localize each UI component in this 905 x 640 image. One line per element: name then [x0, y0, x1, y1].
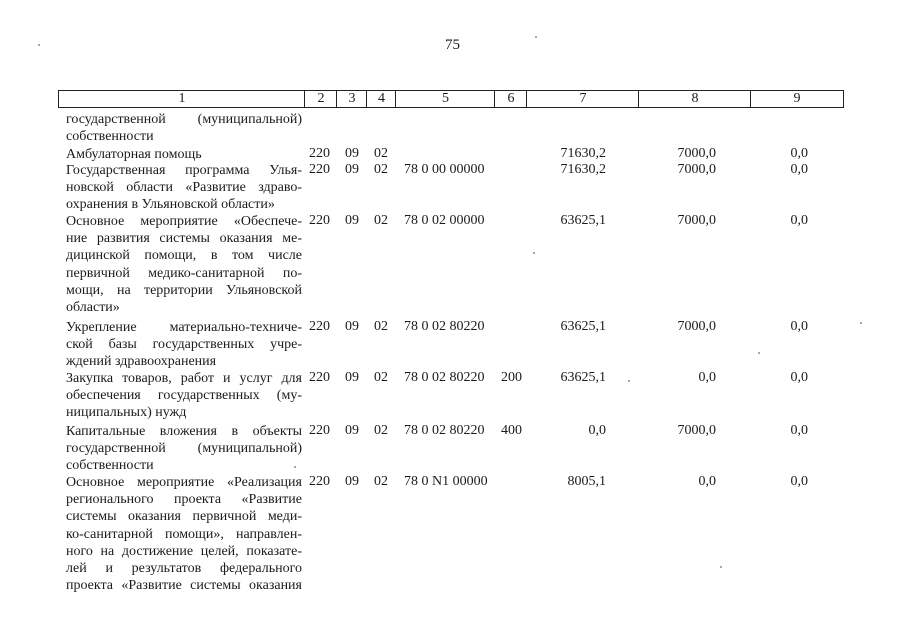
description-line: ного на достижение целей, показате-: [66, 543, 302, 559]
cell-col-8: 0,0: [698, 474, 716, 489]
cell-col-7: 63625,1: [560, 370, 606, 385]
description-line: новской области «Развитие здраво-: [66, 180, 302, 196]
cell-col-4: 02: [374, 370, 388, 385]
page-number: 75: [445, 37, 460, 53]
cell-col-2: 220: [309, 162, 330, 177]
cell-col-9: 0,0: [790, 146, 808, 161]
cell-col-7: 71630,2: [560, 162, 606, 177]
cell-col-4: 02: [374, 213, 388, 228]
cell-col-8: 7000,0: [677, 162, 716, 177]
description-line: ниципальных) нужд: [66, 405, 187, 421]
scan-speck: [860, 322, 862, 324]
description-line: первичной медико-санитарной по-: [66, 265, 302, 281]
header-col-6: 6: [494, 90, 527, 108]
header-col-5: 5: [395, 90, 495, 108]
header-col-4: 4: [366, 90, 396, 108]
row-description: [66, 162, 302, 214]
cell-col-5: 78 0 02 80220: [404, 370, 485, 385]
description-line: области»: [66, 300, 120, 316]
cell-col-2: 220: [309, 146, 330, 161]
cell-col-7: 0,0: [588, 423, 606, 438]
cell-col-8: 0,0: [698, 370, 716, 385]
header-col-3: 3: [336, 90, 367, 108]
scan-speck: [533, 252, 535, 254]
cell-col-9: 0,0: [790, 370, 808, 385]
description-line: проекта «Развитие системы оказания: [66, 578, 302, 594]
description-line: мощи, на территории Ульяновской: [66, 282, 302, 298]
description-line: Амбулаторная помощь: [66, 147, 202, 162]
description-line: охранения в Ульяновской области»: [66, 197, 275, 213]
description-line: лей и результатов федерального: [66, 561, 302, 577]
description-line: ждений здравоохранения: [66, 354, 217, 370]
cell-col-7: 63625,1: [560, 319, 606, 334]
scan-speck: [294, 466, 296, 468]
header-col-8: 8: [638, 90, 751, 108]
cell-col-4: 02: [374, 146, 388, 161]
row-description: [66, 213, 302, 316]
row-description: [66, 111, 302, 145]
row-description: [66, 474, 302, 594]
scan-speck: [720, 566, 722, 568]
cell-col-2: 220: [309, 423, 330, 438]
cell-col-3: 09: [345, 319, 359, 334]
cell-col-7: 71630,2: [560, 146, 606, 161]
description-line: ние развития системы оказания ме-: [66, 231, 302, 247]
description-line: государственной (муниципальной): [66, 441, 302, 457]
cell-col-8: 7000,0: [677, 319, 716, 334]
header-col-1: 1: [58, 90, 305, 108]
cell-col-3: 09: [345, 370, 359, 385]
cell-col-3: 09: [345, 146, 359, 161]
description-line: Укрепление материально-техниче-: [66, 320, 302, 335]
description-line: обеспечения государственных (му-: [66, 388, 302, 404]
description-line: дицинской помощи, в том числе: [66, 248, 302, 264]
scan-speck: [535, 36, 537, 38]
cell-col-7: 8005,1: [567, 474, 606, 489]
cell-col-5: 78 0 02 80220: [404, 319, 485, 334]
row-description: [66, 423, 302, 475]
scan-speck: [758, 352, 760, 354]
cell-col-4: 02: [374, 474, 388, 489]
cell-col-9: 0,0: [790, 213, 808, 228]
cell-col-5: 78 0 00 00000: [404, 162, 485, 177]
cell-col-4: 02: [374, 423, 388, 438]
header-col-9: 9: [750, 90, 844, 108]
cell-col-9: 0,0: [790, 474, 808, 489]
cell-col-9: 0,0: [790, 162, 808, 177]
cell-col-8: 7000,0: [677, 213, 716, 228]
description-line: ской базы государственных учре-: [66, 337, 302, 353]
cell-col-4: 02: [374, 319, 388, 334]
description-line: Основное мероприятие «Реализация: [66, 475, 302, 490]
cell-col-5: 78 0 02 00000: [404, 213, 485, 228]
description-line: собственности: [66, 458, 154, 474]
description-line: Государственная программа Улья-: [66, 163, 302, 178]
row-description: [66, 319, 302, 371]
cell-col-9: 0,0: [790, 319, 808, 334]
header-col-2: 2: [304, 90, 337, 108]
cell-col-9: 0,0: [790, 423, 808, 438]
description-line: собственности: [66, 129, 154, 145]
scan-speck: [628, 380, 630, 382]
cell-col-3: 09: [345, 474, 359, 489]
row-description: [66, 370, 302, 422]
cell-col-6: 200: [501, 370, 522, 385]
cell-col-2: 220: [309, 319, 330, 334]
cell-col-5: 78 0 N1 00000: [404, 474, 488, 489]
description-line: государственной (муниципальной): [66, 112, 302, 127]
description-line: Капитальные вложения в объекты: [66, 424, 302, 439]
cell-col-3: 09: [345, 423, 359, 438]
cell-col-2: 220: [309, 213, 330, 228]
description-line: Основное мероприятие «Обеспече-: [66, 214, 302, 229]
cell-col-2: 220: [309, 370, 330, 385]
scan-speck: [38, 44, 40, 46]
description-line: регионального проекта «Развитие: [66, 492, 302, 508]
cell-col-2: 220: [309, 474, 330, 489]
cell-col-7: 63625,1: [560, 213, 606, 228]
cell-col-4: 02: [374, 162, 388, 177]
cell-col-3: 09: [345, 162, 359, 177]
description-line: системы оказания первичной меди-: [66, 509, 302, 525]
row-description: [66, 146, 302, 163]
header-col-7: 7: [526, 90, 639, 108]
description-line: Закупка товаров, работ и услуг для: [66, 371, 302, 386]
cell-col-8: 7000,0: [677, 146, 716, 161]
cell-col-8: 7000,0: [677, 423, 716, 438]
description-line: ко-санитарной помощи», направлен-: [66, 526, 302, 542]
cell-col-6: 400: [501, 423, 522, 438]
cell-col-3: 09: [345, 213, 359, 228]
cell-col-5: 78 0 02 80220: [404, 423, 485, 438]
